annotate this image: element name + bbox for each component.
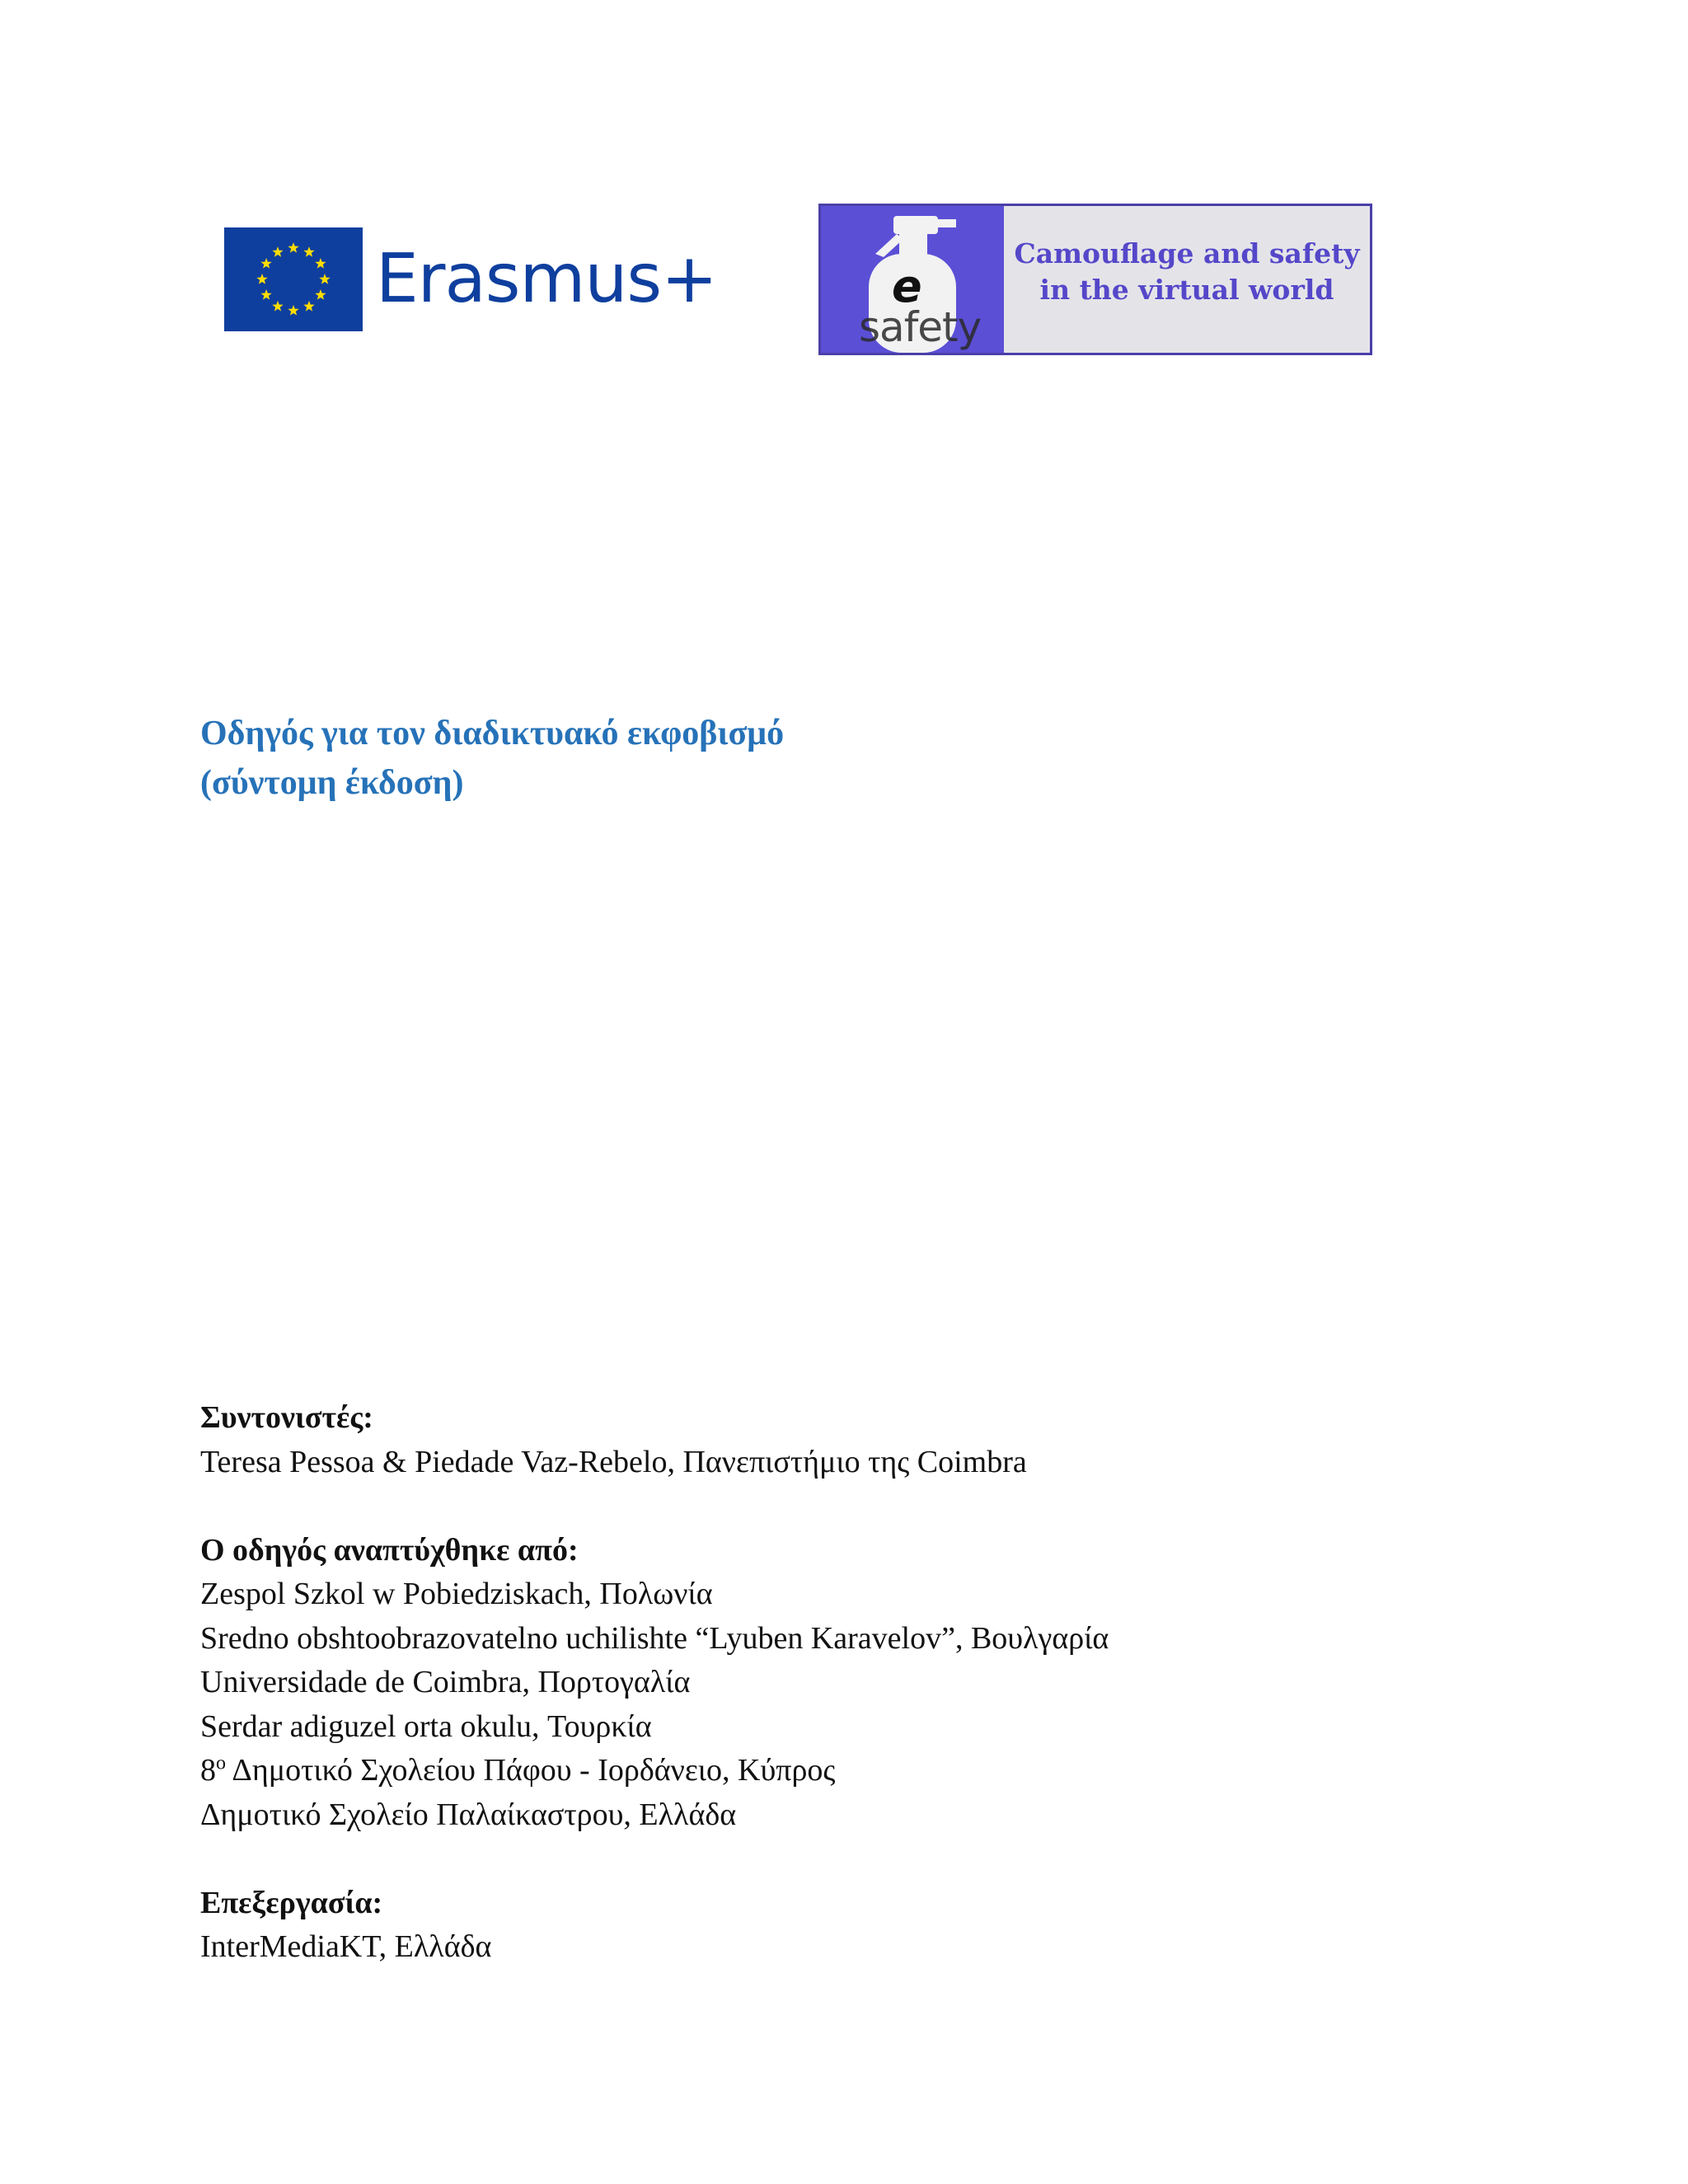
eu-star-icon bbox=[272, 246, 283, 257]
coordinators-text: Teresa Pessoa & Piedade Vaz-Rebelo, Πανεπιστήμιο της Coimbra bbox=[200, 1444, 1027, 1479]
editing-heading: Επεξεργασία: bbox=[200, 1885, 383, 1920]
banner-line-1: Camouflage and safety bbox=[1014, 237, 1360, 269]
eu-star-icon bbox=[272, 301, 283, 312]
developer-item: Universidade de Coimbra, Πορτογαλία bbox=[200, 1665, 691, 1699]
eu-star-icon bbox=[288, 242, 298, 253]
eu-star-icon bbox=[303, 246, 314, 257]
eu-star-icon bbox=[319, 274, 330, 284]
erasmus-plus-logo bbox=[224, 227, 717, 331]
title-line-1: Οδηγός για τον διαδικτυακό εκφοβισμό bbox=[200, 715, 785, 752]
eu-star-icon bbox=[315, 289, 326, 300]
banner-line-2: in the virtual world bbox=[1039, 274, 1334, 306]
developer-item: Sredno obshtoobrazovatelno uchilishte “Lyuben Karavelov”, Βουλγαρία bbox=[200, 1620, 1109, 1656]
esafety-banner-text bbox=[1004, 206, 1370, 353]
developer-item-text: Δημοτικό Σχολείου Πάφου - Ιορδάνειο, Κύπρος bbox=[232, 1753, 836, 1788]
coordinators-heading: Συντονιστές: bbox=[200, 1400, 373, 1435]
esafety-emblem-letter: e bbox=[892, 260, 922, 312]
document-title bbox=[200, 709, 784, 808]
eu-star-icon bbox=[256, 274, 267, 284]
developer-item: Δημοτικό Σχολείο Παλαίκαστρου, Ελλάδα bbox=[200, 1797, 737, 1832]
ordinal-number: 8 bbox=[200, 1753, 216, 1788]
esafety-project-banner bbox=[818, 204, 1372, 355]
developer-item: Zespol Szkol w Pobiedziskach, Πολωνία bbox=[200, 1577, 713, 1611]
eu-star-icon bbox=[303, 301, 314, 312]
eu-star-icon bbox=[260, 289, 271, 300]
ordinal-superscript: ο bbox=[216, 1752, 226, 1774]
esafety-emblem bbox=[821, 206, 1004, 353]
eu-star-icon bbox=[288, 305, 298, 316]
developer-item: Serdar adiguzel orta okulu, Τουρκία bbox=[200, 1708, 652, 1744]
developer-item bbox=[200, 1749, 1109, 1793]
erasmus-wordmark: Erasmus+ bbox=[376, 240, 717, 318]
esafety-emblem-word: safety bbox=[859, 303, 982, 351]
eu-star-icon bbox=[260, 258, 271, 269]
title-line-2: (σύντομη έκδοση) bbox=[200, 764, 464, 802]
editing-text: InterMediaKT, Ελλάδα bbox=[200, 1929, 492, 1964]
eu-star-icon bbox=[315, 258, 326, 269]
credits-section bbox=[200, 1396, 1109, 1970]
eu-flag-icon bbox=[224, 227, 363, 331]
developers-heading: Ο οδηγός αναπτύχθηκε από: bbox=[200, 1532, 579, 1568]
